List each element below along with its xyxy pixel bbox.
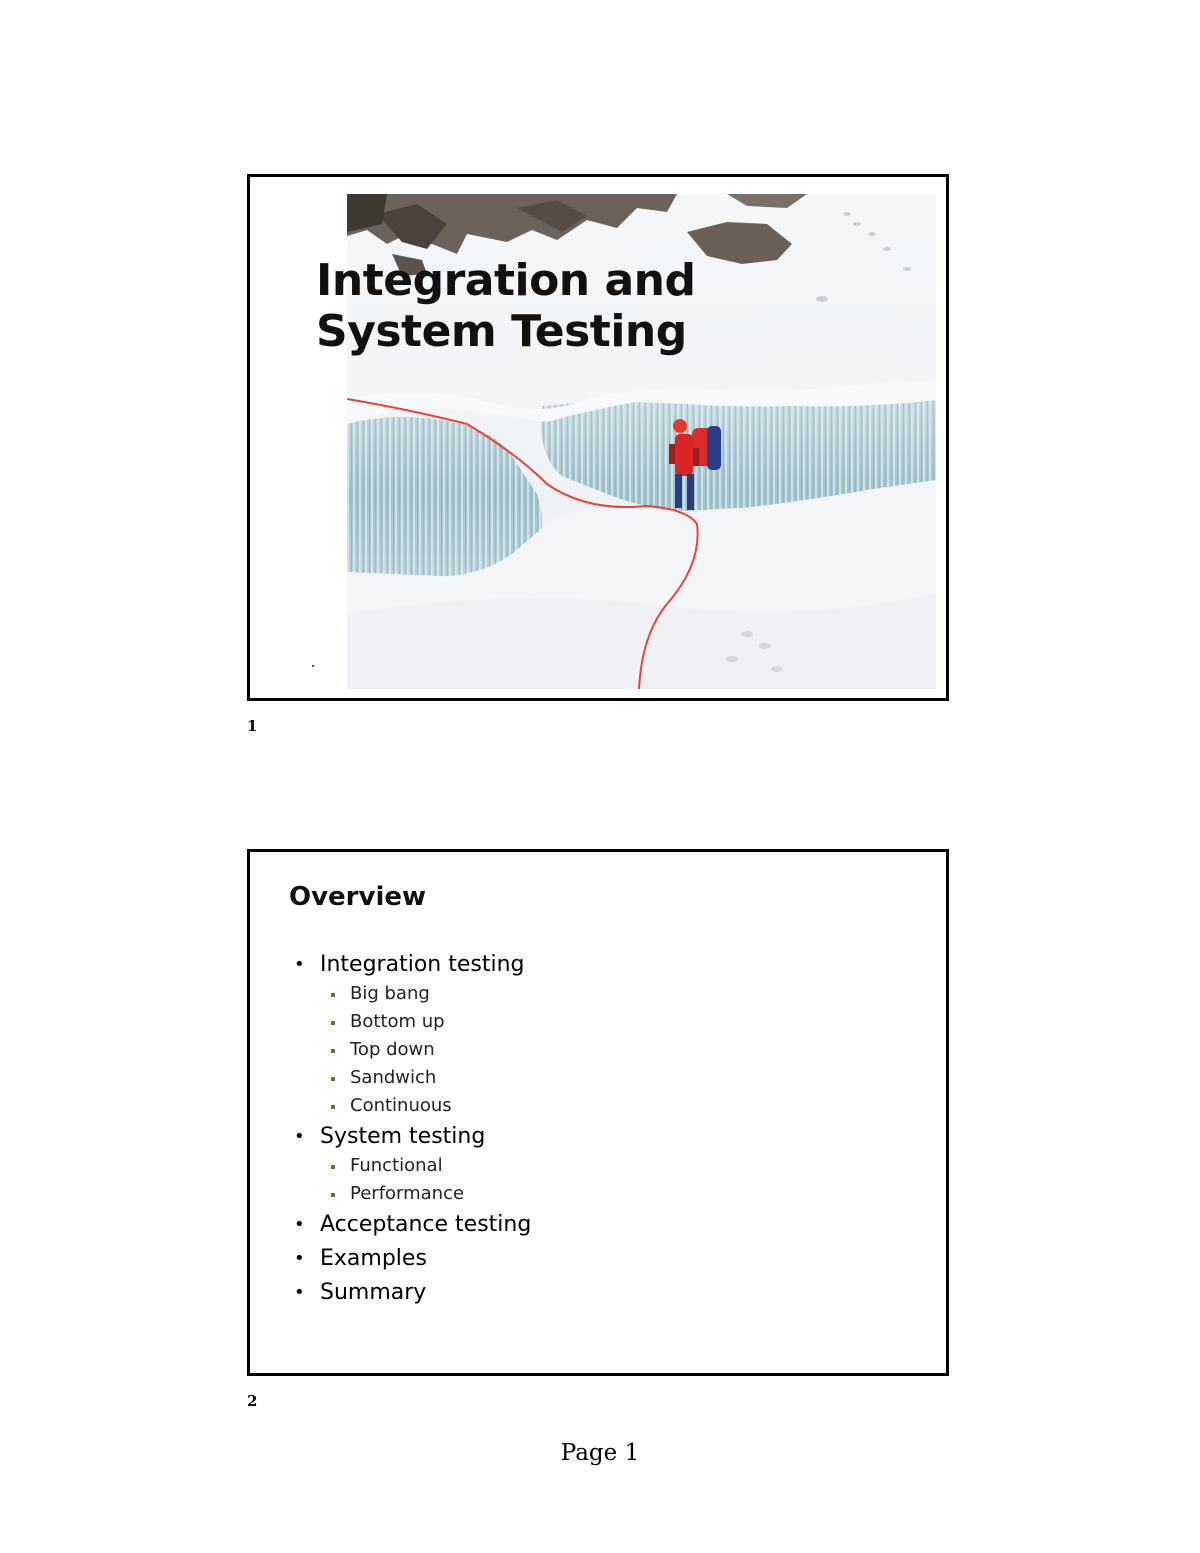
page-footer: Page 1	[560, 1440, 640, 1466]
sub-bullet-item: Functional	[320, 1152, 531, 1180]
sub-bullet-item: Top down	[320, 1036, 531, 1064]
slide-title: Integration and System Testing	[316, 255, 696, 357]
bullet-list	[294, 948, 531, 1310]
sub-bullet-list	[320, 980, 531, 1120]
sub-bullet-list	[320, 1152, 531, 1208]
bullet-text: Acceptance testing	[320, 1212, 532, 1237]
bullet-item	[294, 1208, 531, 1242]
slide-number: 1	[247, 717, 258, 735]
sub-bullet-item: Continuous	[320, 1092, 531, 1120]
bullet-text: Examples	[320, 1246, 427, 1271]
bullet-text: Summary	[320, 1280, 427, 1305]
bullet-item	[294, 948, 531, 1120]
speck	[312, 665, 314, 667]
bullet-text: System testing	[320, 1124, 486, 1149]
slide-2	[247, 849, 949, 1376]
sub-bullet-item: Performance	[320, 1180, 531, 1208]
bullet-item	[294, 1120, 531, 1208]
slide-title: Overview	[289, 882, 427, 912]
bullet-item	[294, 1276, 531, 1310]
slide-1	[247, 174, 949, 701]
bullet-item	[294, 1242, 531, 1276]
sub-bullet-item: Sandwich	[320, 1064, 531, 1092]
bullet-text: Integration testing	[320, 952, 525, 977]
sub-bullet-item: Bottom up	[320, 1008, 531, 1036]
slide-number: 2	[247, 1392, 258, 1410]
sub-bullet-item: Big bang	[320, 980, 531, 1008]
